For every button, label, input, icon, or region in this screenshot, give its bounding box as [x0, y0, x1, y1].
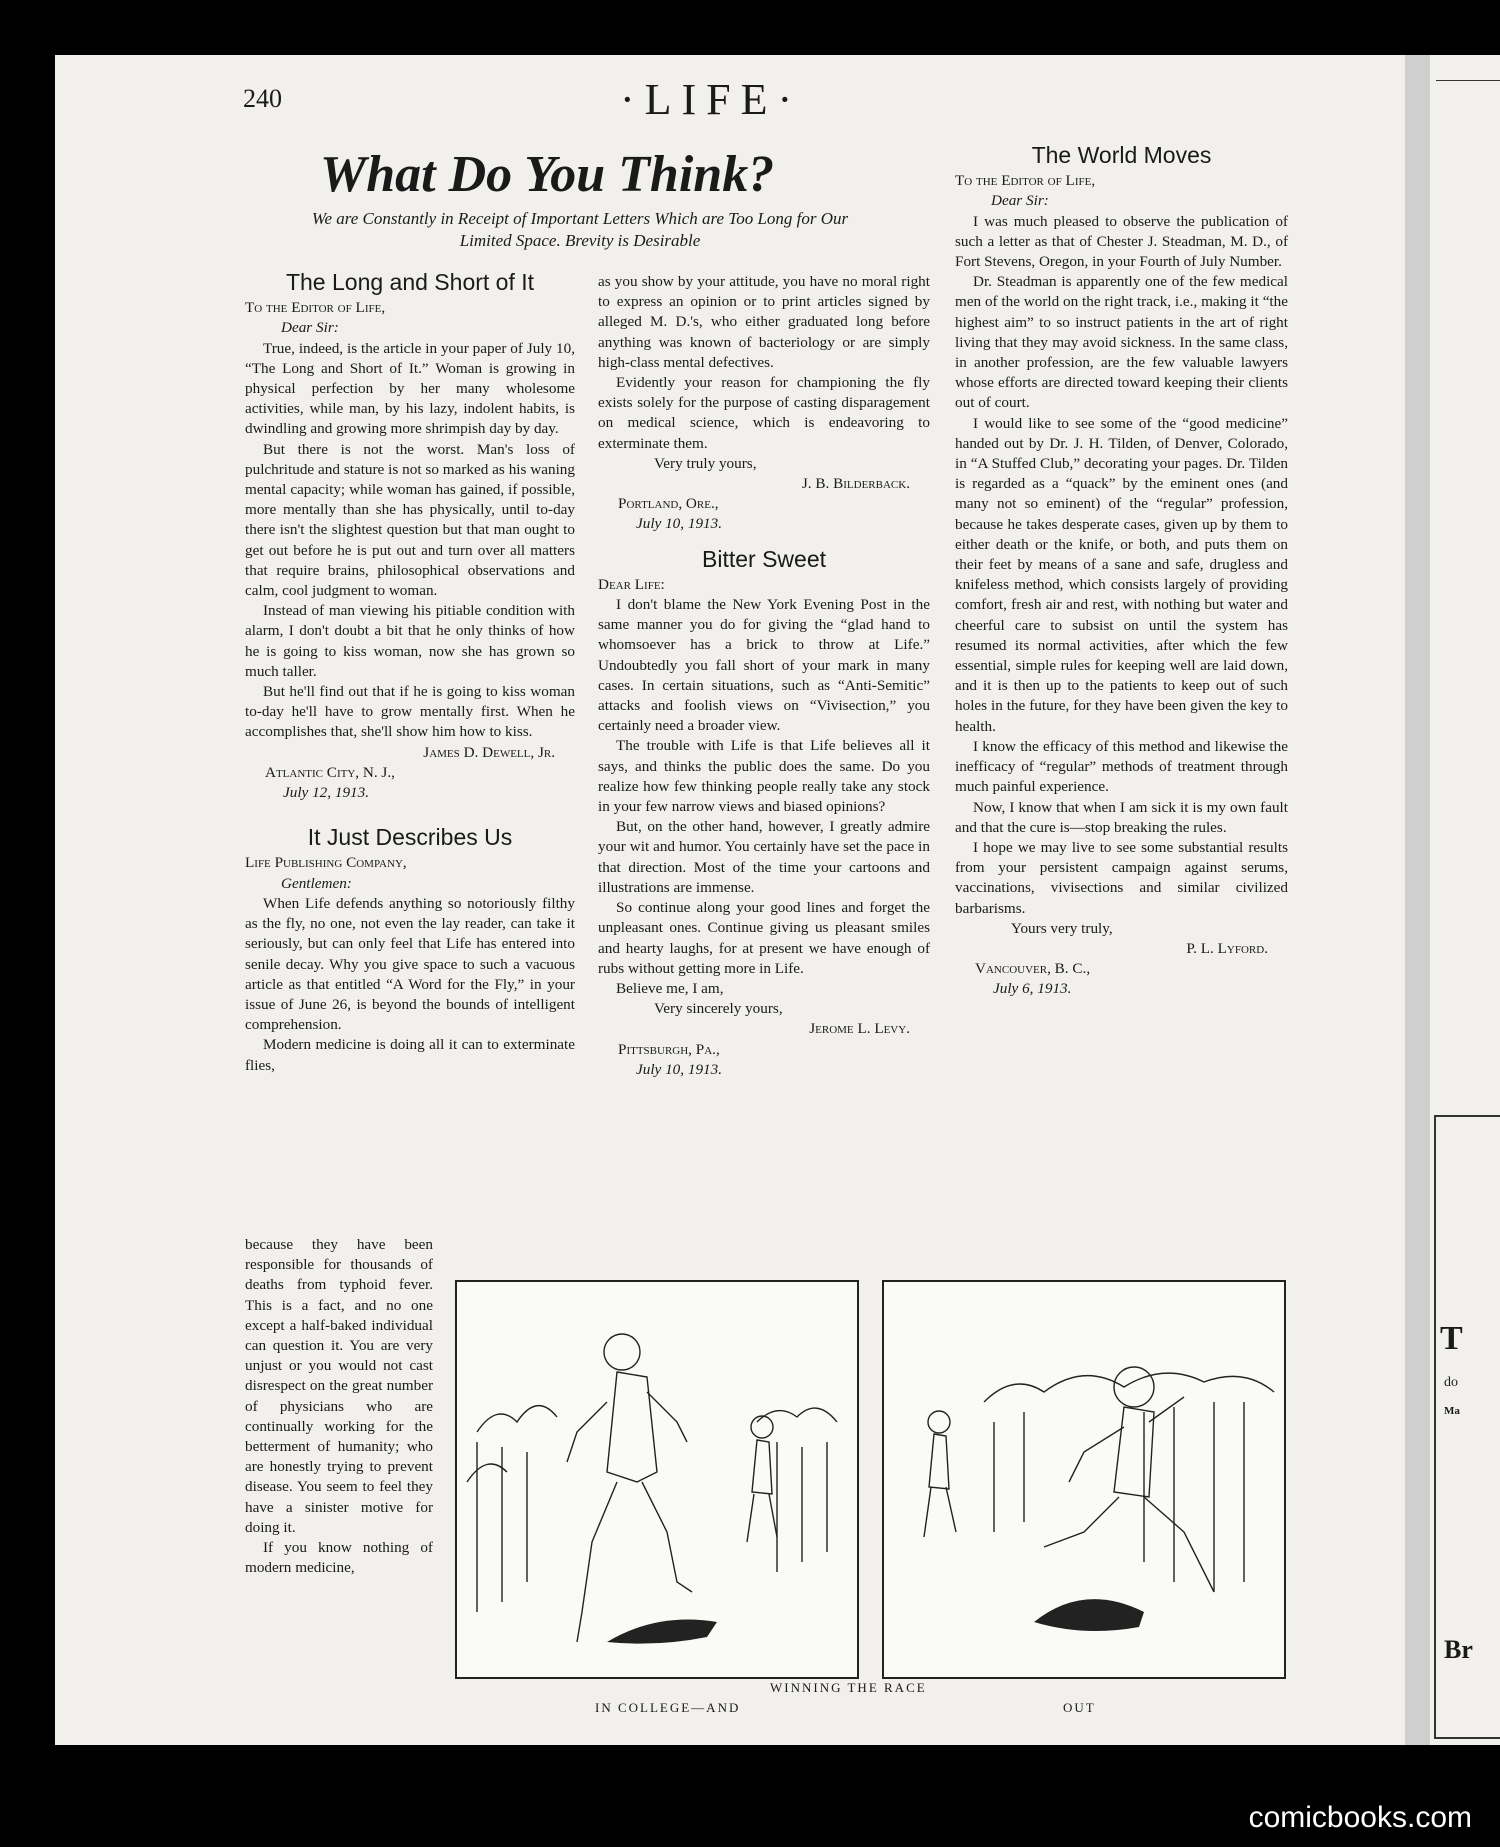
- letter-paragraph: But there is not the worst. Man's loss of pulchritude and stature is not so marked as his waning mental capacity; while woman has gained, if possible, more mentally than she has physically, until to-day there isn't the slightest question but that man ought to get out before he is put out and turn over all matters that require brains, philosophical observations and calm, cool judgment to woman.: [245, 440, 575, 600]
- letter-date: July 6, 1913.: [993, 980, 1072, 998]
- college-runner-illustration: [457, 1282, 857, 1677]
- letter-paragraph: When Life defends anything so notoriously filthy as the fly, no one, not even the lay reader, can take it seriously, but can only feel that Life has entered into senile decay. Why you give space to such a vacuous article as that entitled “A Word for the Fly,” in your issue of June 26, is beyond the bounds of intelligent comprehension.: [245, 894, 575, 1034]
- letter-paragraph: Instead of man viewing his pitiable condition with alarm, I don't doubt a bit that he only thinks of how he is going to kiss woman, now she has grown so much taller.: [245, 602, 575, 680]
- letter-salutation: Dear Life:: [598, 575, 665, 593]
- page-number: 240: [243, 84, 282, 113]
- letter-place: Vancouver, B. C.,: [975, 960, 1091, 978]
- page-title: What Do You Think?: [320, 146, 775, 203]
- letter-date: July 12, 1913.: [283, 784, 370, 802]
- letter-paragraph: But, on the other hand, however, I greatly admire your wit and humor. You certainly have set the pace in that direction. Most of the time your cartoons and illustrations are immense.: [598, 818, 930, 896]
- letter-place: Pittsburgh, Pa.,: [618, 1040, 720, 1058]
- letter-greeting: Dear Sir:: [991, 192, 1049, 210]
- page-subtitle: We are Constantly in Receipt of Important Letters Which are Too Long for Our Limited Space. Brevity is Desirable: [311, 209, 849, 250]
- letter-closing: Very sincerely yours,: [654, 1000, 783, 1018]
- letter-signature: J. B. Bilderback.: [801, 475, 910, 493]
- letter-date: July 10, 1913.: [636, 1060, 723, 1078]
- page-gutter: [1405, 55, 1430, 1745]
- column-1-narrow: [245, 1235, 433, 1578]
- ad-fragment: T: [1440, 1320, 1463, 1357]
- letter-paragraph: as you show by your attitude, you have no moral right to express an opinion or to print articles signed by alleged M. D.'s, who either graduated long before anything was known of bacteriology or are simply high-class mental defectives.: [598, 273, 930, 371]
- letter-signature: P. L. Lyford.: [1186, 939, 1268, 957]
- column-1: [245, 269, 575, 1076]
- letter-paragraph: So continue along your good lines and forget the unpleasant ones. Continue giving us pleasant smiles and hearty laughs, for at present we have enough of rubs without getting more in Life.: [598, 899, 930, 977]
- cartoon-panel-college: [455, 1280, 859, 1679]
- adjacent-page-edge: [1430, 55, 1500, 1745]
- letter-signature: Jerome L. Levy.: [809, 1020, 910, 1038]
- ad-fragment: do: [1444, 1375, 1458, 1390]
- letter-paragraph: Evidently your reason for championing the fly exists solely for the purpose of casting disparagement on medical science, which is endeavoring to exterminate them.: [598, 374, 930, 452]
- letter-paragraph: Believe me, I am,: [616, 979, 724, 997]
- column-3: [955, 142, 1288, 1000]
- letter-paragraph: If you know nothing of modern medicine,: [245, 1539, 433, 1577]
- letter-salutation: To the Editor of Life,: [955, 172, 1096, 190]
- rule: [1436, 80, 1500, 81]
- letter-salutation: To the Editor of Life,: [245, 299, 386, 317]
- letter-paragraph: The trouble with Life is that Life believes all it says, and thinks the public does the same. Do you realize how few thinking people really take any stock in your few narrow views and biased opinions?: [598, 737, 930, 816]
- letter-paragraph: Modern medicine is doing all it can to exterminate flies,: [245, 1036, 575, 1074]
- masthead: ·LIFE·: [620, 75, 803, 124]
- cartoon-caption-right: OUT: [1063, 1700, 1096, 1715]
- letter-paragraph: I was much pleased to observe the publication of such a letter as that of Chester J. Steadman, M. D., of Fort Stevens, Oregon, in your Fourth of July Number.: [955, 212, 1288, 271]
- letter-place: Atlantic City, N. J.,: [265, 763, 395, 781]
- column-2: [598, 272, 930, 1080]
- cartoon-caption-left: IN COLLEGE—AND: [595, 1700, 741, 1715]
- letter-greeting: Gentlemen:: [281, 874, 352, 892]
- cartoon-caption: WINNING THE RACE: [770, 1680, 927, 1695]
- letter-heading: It Just Describes Us: [307, 824, 513, 851]
- letter-heading: Bitter Sweet: [702, 545, 826, 572]
- letter-paragraph: I would like to see some of the “good medicine” handed out by Dr. J. H. Tilden, of Denver, Colorado, in “A Stuffed Club,” decorating your pages. Dr. Tilden is regarded as a “quack” by the eminent ones (and many not so eminent) of the “regular” profession, because he takes desperate cases, given up by them to either death or the knife, or both, and puts them on their feet by means of a sane and safe, drugless and knifeless method, which consists largely of providing comfort, fresh air and rest, with nothing but water and cheerful care to subsist on until the system has resumed its normal activities, after which the few essential, simple rules for keeping well are laid down, and it is then up to the patients to keep out of such holes in the future, for they have been given the key to health.: [955, 414, 1288, 735]
- older-runner-illustration: [884, 1282, 1284, 1677]
- letter-heading: The Long and Short of It: [285, 269, 535, 295]
- site-watermark: comicbooks.com: [1248, 1801, 1472, 1834]
- letter-paragraph: True, indeed, is the article in your paper of July 10, “The Long and Short of It.” Woman is growing in physical perfection by her many wholesome activities, while man, by his lazy, indolent habits, is dwindling and growing more shrimpish day by day.: [245, 339, 575, 438]
- cartoon-panel-out: [882, 1280, 1286, 1679]
- letter-closing: Very truly yours,: [654, 454, 757, 472]
- letter-date: July 10, 1913.: [636, 515, 723, 533]
- letter-paragraph: because they have been responsible for thousands of deaths from typhoid fever. This is a fact, and no one except a half-baked individual can question it. You are very unjust or you would not cast disrespect on the great number of physicians who are continually working for the betterment of humanity; who are honestly trying to prevent disease. You seem to feel they have a sinister motive for doing it.: [245, 1236, 433, 1536]
- letter-paragraph: I don't blame the New York Evening Post in the same manner you do for giving the “glad hand to whomsoever has a brick to throw at Life.” Undoubtedly you fall short of your mark in many cases. In certain situations, such as “Anti-Semitic” attacks and foolish views on “Vivisection,” you certainly need a broader view.: [598, 596, 930, 735]
- letter-signature: James D. Dewell, Jr.: [423, 743, 555, 761]
- letter-paragraph: I know the efficacy of this method and likewise the inefficacy of “regular” methods of treatment through much painful experience.: [955, 737, 1288, 796]
- letter-paragraph: Dr. Steadman is apparently one of the few medical men of the world on the right track, i.e., making it “the highest aim” to so instruct patients in the art of right living that they may avoid sickness. In the same class, in another profession, are the few valuable lawyers whose efforts are directed toward keeping their clients out of court.: [955, 273, 1288, 412]
- ad-fragment: Ma: [1444, 1405, 1460, 1417]
- letter-paragraph: Now, I know that when I am sick it is my own fault and that the cure is—stop breaking the rules.: [955, 798, 1288, 836]
- letter-greeting: Dear Sir:: [281, 319, 339, 337]
- letter-place: Portland, Ore.,: [618, 495, 719, 513]
- letter-paragraph: I hope we may live to see some substantial results from your persistent campaign against serums, vaccinations, vivisections and similar civilized barbarisms.: [955, 838, 1288, 917]
- letter-heading: The World Moves: [1031, 142, 1212, 168]
- ad-fragment: Br: [1444, 1635, 1473, 1664]
- letter-salutation: Life Publishing Company,: [245, 854, 407, 872]
- letter-closing: Yours very truly,: [1011, 919, 1113, 937]
- letter-paragraph: But he'll find out that if he is going to kiss woman to-day he'll have to grow mentally first. When he accomplishes that, she'll show him how to kiss.: [245, 683, 575, 741]
